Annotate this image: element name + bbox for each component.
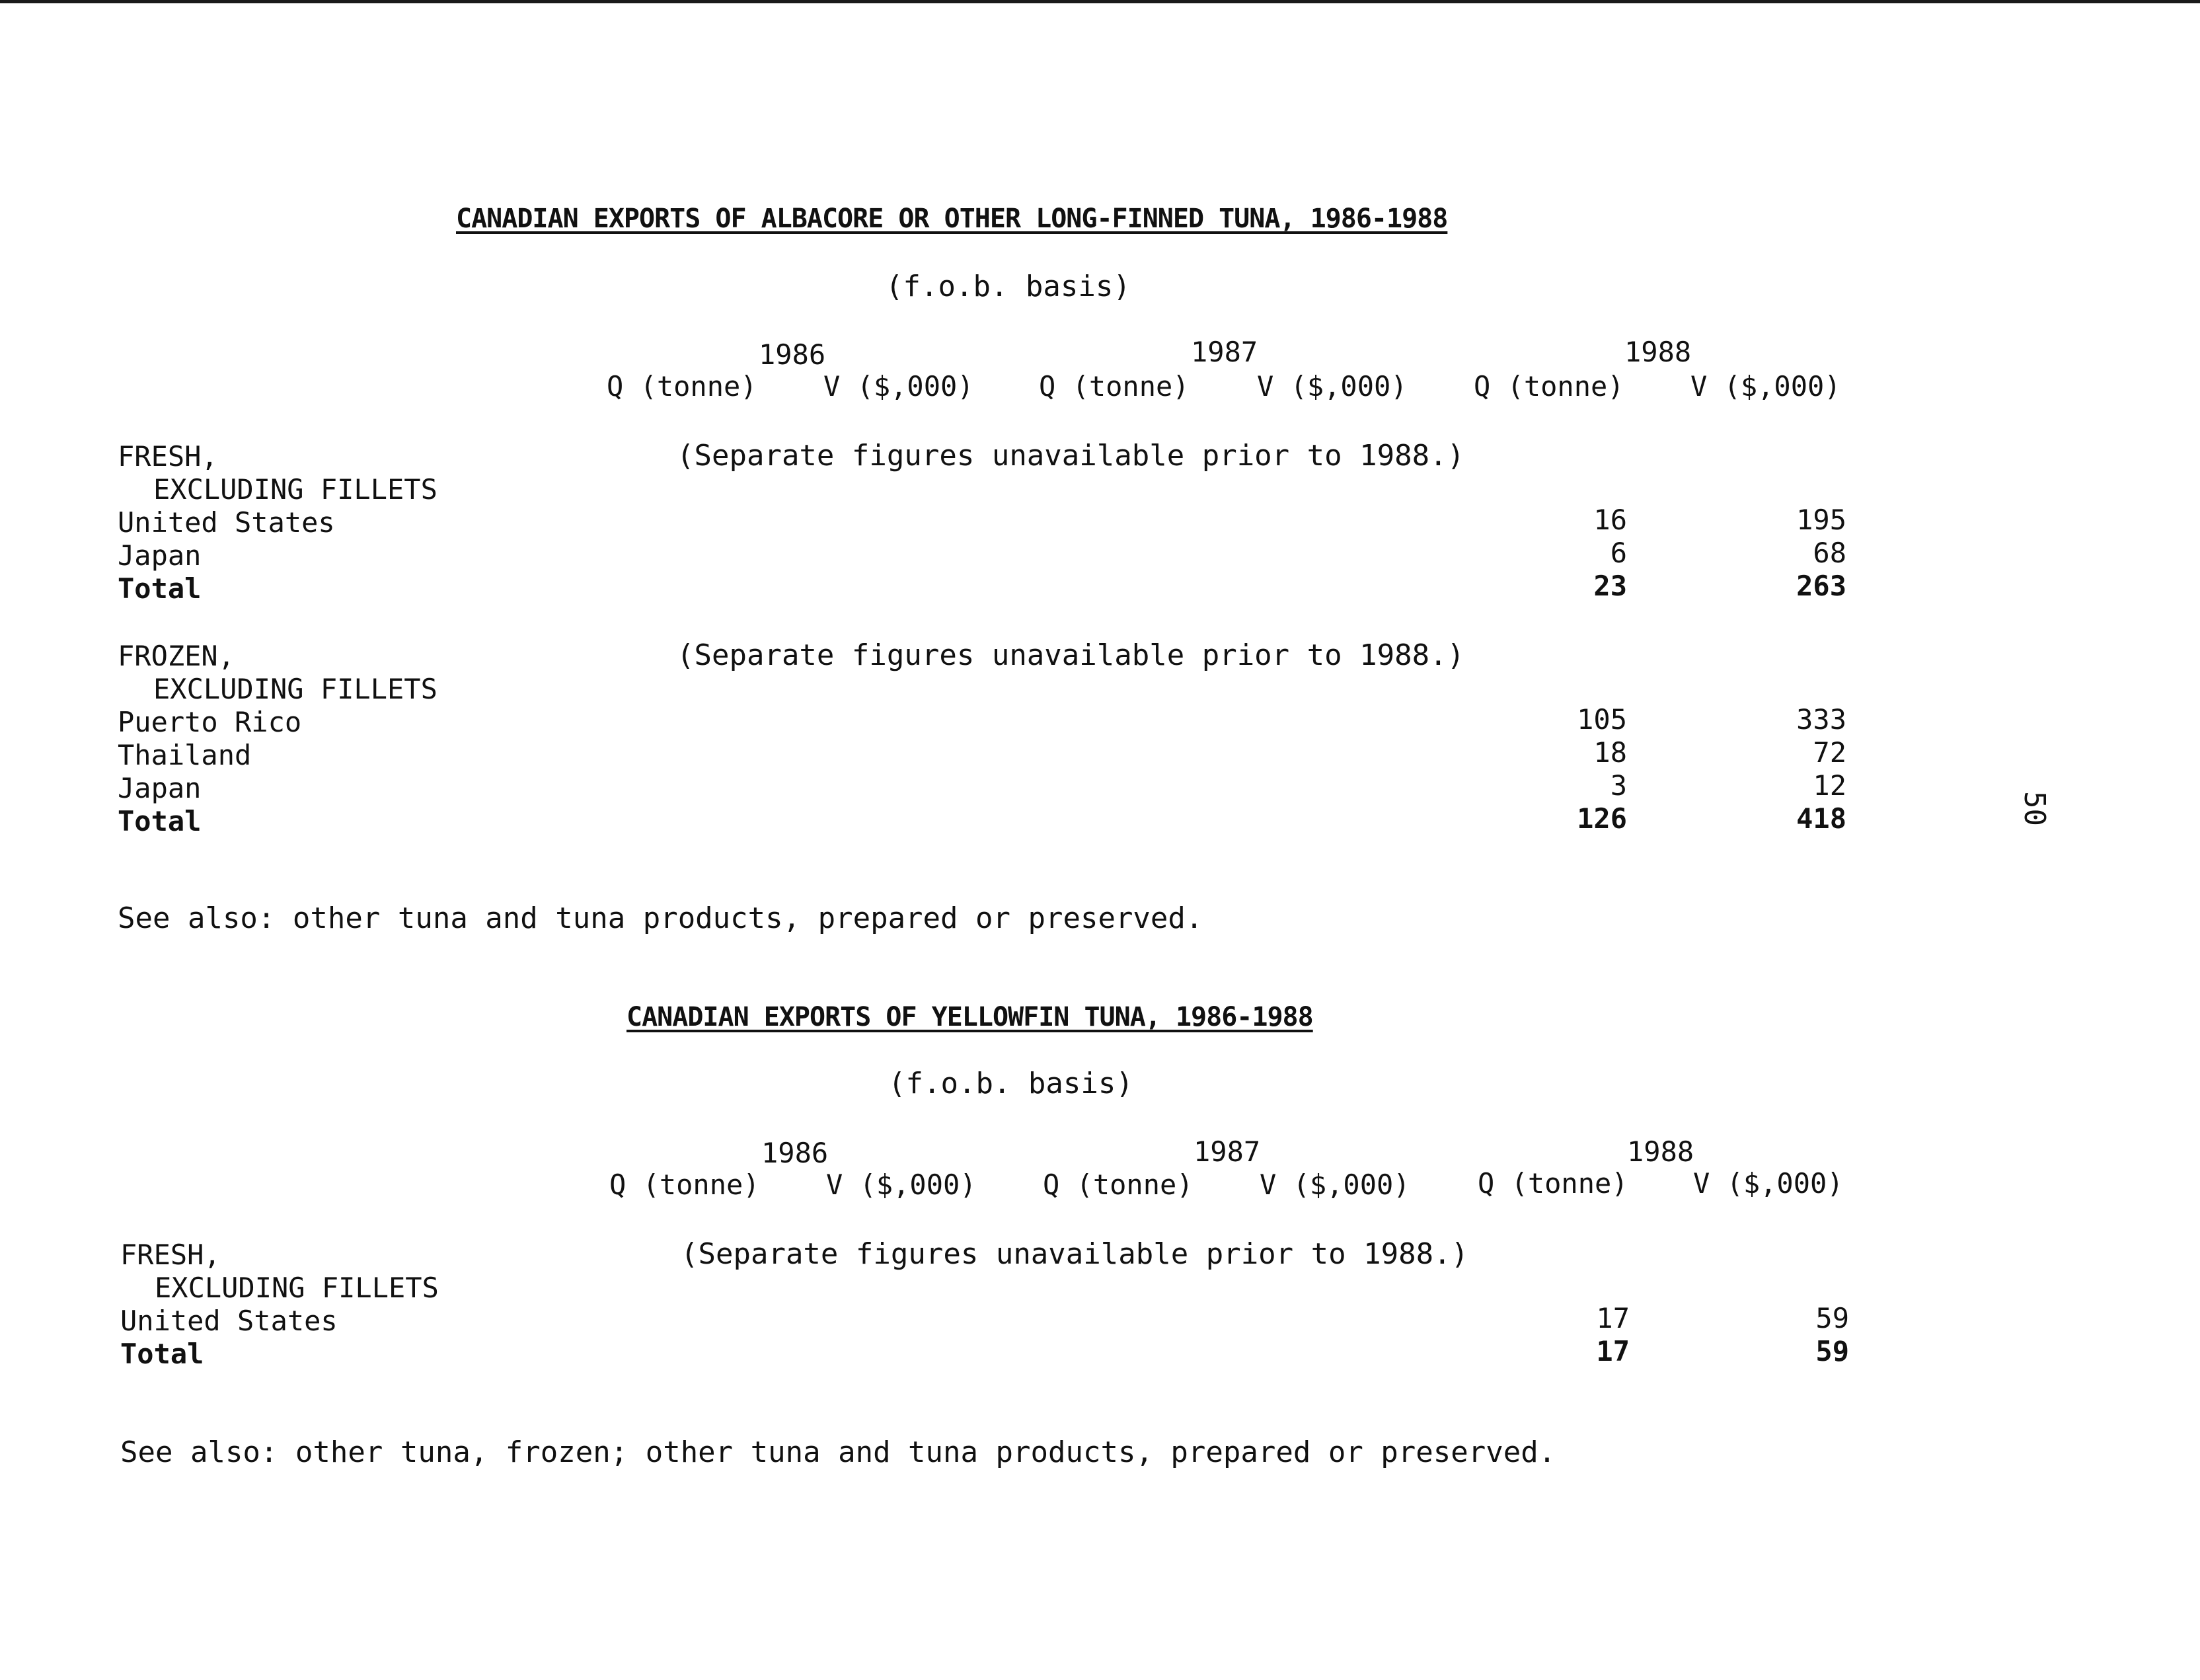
row-value: 59: [1815, 1302, 1849, 1334]
year-header-1987: 1987: [1191, 336, 1258, 368]
column-header-value: V ($,000): [1690, 370, 1841, 402]
section-subheading: EXCLUDING FILLETS: [155, 1272, 439, 1304]
row-value: 12: [1813, 769, 1846, 802]
column-header-value: V ($,000): [823, 370, 974, 402]
table-title: CANADIAN EXPORTS OF ALBACORE OR OTHER LONG-FINNED TUNA, 1986-1988: [456, 204, 1448, 234]
row-quantity: 16: [1593, 504, 1627, 536]
row-value: 68: [1813, 537, 1846, 569]
column-header-value: V ($,000): [1693, 1167, 1844, 1200]
column-header-value: V ($,000): [826, 1168, 977, 1201]
row-quantity: 6: [1610, 537, 1627, 569]
row-value: 333: [1796, 703, 1846, 736]
row-label: United States: [120, 1305, 338, 1337]
section-note: (Separate figures unavailable prior to 1988.): [677, 439, 1465, 473]
year-header-1987: 1987: [1194, 1135, 1261, 1168]
section-subheading: EXCLUDING FILLETS: [153, 473, 437, 506]
row-label: Puerto Rico: [118, 706, 302, 738]
table-basis: (f.o.b. basis): [888, 1067, 1133, 1100]
year-header-1988: 1988: [1624, 336, 1692, 368]
row-label: Japan: [118, 772, 202, 804]
year-header-1988: 1988: [1627, 1135, 1694, 1168]
top-border-line: [0, 0, 2200, 3]
column-header-value: V ($,000): [1260, 1168, 1410, 1201]
section-note: (Separate figures unavailable prior to 1988.): [677, 638, 1465, 672]
row-label-total: Total: [118, 805, 202, 837]
year-header-1986: 1986: [759, 338, 826, 371]
column-header-value: V ($,000): [1257, 370, 1408, 402]
row-value: 195: [1796, 504, 1846, 536]
year-header-1986: 1986: [761, 1137, 829, 1169]
section-heading: FRESH,: [118, 440, 218, 473]
row-value-total: 263: [1796, 570, 1846, 602]
row-label-total: Total: [120, 1338, 204, 1370]
column-header-quantity: Q (tonne): [609, 1168, 760, 1201]
section-heading: FRESH,: [120, 1239, 221, 1271]
row-label: Japan: [118, 539, 202, 572]
table-title: CANADIAN EXPORTS OF YELLOWFIN TUNA, 1986-1988: [626, 1002, 1313, 1032]
row-quantity-total: 126: [1577, 802, 1627, 835]
row-quantity: 17: [1596, 1302, 1630, 1334]
row-quantity: 18: [1593, 736, 1627, 769]
row-quantity-total: 23: [1593, 570, 1627, 602]
row-label-total: Total: [118, 572, 202, 605]
section-note: (Separate figures unavailable prior to 1988.): [681, 1237, 1469, 1271]
column-header-quantity: Q (tonne): [1043, 1168, 1194, 1201]
row-value-total: 418: [1796, 802, 1846, 835]
table-basis: (f.o.b. basis): [886, 270, 1131, 303]
page-number: 50: [2017, 791, 2051, 826]
section-heading: FROZEN,: [118, 640, 235, 672]
row-label: Thailand: [118, 739, 252, 771]
row-label: United States: [118, 506, 335, 539]
column-header-quantity: Q (tonne): [1478, 1167, 1628, 1200]
column-header-quantity: Q (tonne): [607, 370, 757, 402]
column-header-quantity: Q (tonne): [1039, 370, 1190, 402]
row-quantity-total: 17: [1596, 1335, 1630, 1367]
row-quantity: 105: [1577, 703, 1627, 736]
row-value: 72: [1813, 736, 1846, 769]
section-subheading: EXCLUDING FILLETS: [153, 673, 437, 705]
column-header-quantity: Q (tonne): [1474, 370, 1624, 402]
row-quantity: 3: [1610, 769, 1627, 802]
see-also-note: See also: other tuna and tuna products, prepared or preserved.: [118, 901, 1203, 935]
see-also-note: See also: other tuna, frozen; other tuna and tuna products, prepared or preserved.: [120, 1435, 1556, 1469]
row-value-total: 59: [1815, 1335, 1849, 1367]
